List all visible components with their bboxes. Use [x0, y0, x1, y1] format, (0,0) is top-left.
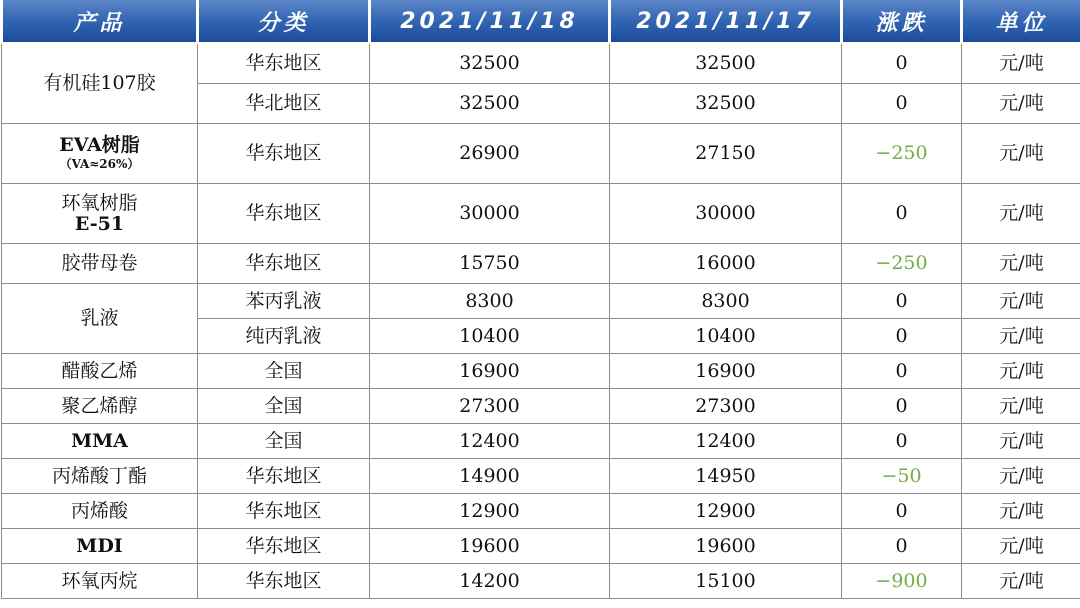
- region-cell: 全国: [198, 354, 370, 389]
- product-cell: MMA: [2, 424, 198, 459]
- table-row: [2, 529, 1080, 564]
- region-cell: 华东地区: [198, 244, 370, 284]
- unit-cell: 元/吨: [962, 564, 1080, 599]
- product-cell: [2, 184, 198, 244]
- change-cell: −50: [842, 459, 962, 494]
- price-today-cell: 14900: [370, 459, 610, 494]
- table-row: [2, 284, 1080, 319]
- product-cell: 丙烯酸丁酯: [2, 459, 198, 494]
- price-prev-cell: 12900: [610, 494, 842, 529]
- price-prev-cell: 27150: [610, 124, 842, 184]
- region-cell: 华东地区: [198, 43, 370, 84]
- unit-cell: 元/吨: [962, 494, 1080, 529]
- product-cell: 聚乙烯醇: [2, 389, 198, 424]
- change-cell: 0: [842, 184, 962, 244]
- product-cell: 丙烯酸: [2, 494, 198, 529]
- region-cell: 全国: [198, 389, 370, 424]
- region-cell: 华东地区: [198, 124, 370, 184]
- price-prev-cell: 19600: [610, 529, 842, 564]
- region-cell: 华北地区: [198, 84, 370, 124]
- region-cell: 华东地区: [198, 459, 370, 494]
- change-cell: −250: [842, 244, 962, 284]
- price-today-cell: 19600: [370, 529, 610, 564]
- unit-cell: 元/吨: [962, 389, 1080, 424]
- unit-cell: 元/吨: [962, 459, 1080, 494]
- region-cell: 全国: [198, 424, 370, 459]
- unit-cell: 元/吨: [962, 244, 1080, 284]
- price-today-cell: 26900: [370, 124, 610, 184]
- table-row: [2, 424, 1080, 459]
- product-grade: E-51: [74, 212, 125, 235]
- price-today-cell: 30000: [370, 184, 610, 244]
- region-cell: 华东地区: [198, 529, 370, 564]
- unit-cell: 元/吨: [962, 529, 1080, 564]
- change-cell: 0: [842, 424, 962, 459]
- unit-cell: 元/吨: [962, 124, 1080, 184]
- price-prev-cell: 32500: [610, 43, 842, 84]
- table-row: [2, 244, 1080, 284]
- price-prev-cell: 30000: [610, 184, 842, 244]
- region-cell: 华东地区: [198, 494, 370, 529]
- unit-cell: 元/吨: [962, 284, 1080, 319]
- product-cell: 醋酸乙烯: [2, 354, 198, 389]
- region-cell: 纯丙乳液: [198, 319, 370, 354]
- product-cell: MDI: [2, 529, 198, 564]
- change-cell: −250: [842, 124, 962, 184]
- price-prev-cell: 16000: [610, 244, 842, 284]
- region-cell: 华东地区: [198, 564, 370, 599]
- product-cell: 胶带母卷: [2, 244, 198, 284]
- change-cell: 0: [842, 284, 962, 319]
- table-row: [2, 184, 1080, 244]
- price-today-cell: 32500: [370, 84, 610, 124]
- header-change: 涨跌: [842, 0, 962, 43]
- change-cell: 0: [842, 529, 962, 564]
- region-cell: 华东地区: [198, 184, 370, 244]
- price-prev-cell: 16900: [610, 354, 842, 389]
- change-cell: 0: [842, 354, 962, 389]
- price-prev-cell: 32500: [610, 84, 842, 124]
- change-cell: 0: [842, 319, 962, 354]
- price-today-cell: 8300: [370, 284, 610, 319]
- price-prev-cell: 27300: [610, 389, 842, 424]
- product-name: EVA树脂: [59, 134, 140, 157]
- price-today-cell: 14200: [370, 564, 610, 599]
- price-prev-cell: 8300: [610, 284, 842, 319]
- price-today-cell: 15750: [370, 244, 610, 284]
- change-cell: 0: [842, 494, 962, 529]
- product-cell: 乳液: [2, 284, 198, 354]
- unit-cell: 元/吨: [962, 319, 1080, 354]
- price-today-cell: 10400: [370, 319, 610, 354]
- header-date-2: 2021/11/17: [610, 0, 842, 43]
- price-today-cell: 32500: [370, 43, 610, 84]
- product-cell: 有机硅107胶: [2, 43, 198, 124]
- table-row: [2, 564, 1080, 599]
- unit-cell: 元/吨: [962, 43, 1080, 84]
- change-cell: 0: [842, 84, 962, 124]
- price-today-cell: 12400: [370, 424, 610, 459]
- product-cell: [2, 124, 198, 184]
- header-row: [2, 0, 1080, 43]
- price-prev-cell: 10400: [610, 319, 842, 354]
- unit-cell: 元/吨: [962, 354, 1080, 389]
- unit-cell: 元/吨: [962, 84, 1080, 124]
- header-category: 分类: [198, 0, 370, 43]
- table-row: [2, 354, 1080, 389]
- price-prev-cell: 14950: [610, 459, 842, 494]
- product-subtitle: （VA≈26%）: [59, 157, 140, 172]
- price-prev-cell: 12400: [610, 424, 842, 459]
- price-prev-cell: 15100: [610, 564, 842, 599]
- product-cell: 环氧丙烷: [2, 564, 198, 599]
- table-row: [2, 389, 1080, 424]
- table-row: [2, 494, 1080, 529]
- header-date-1: 2021/11/18: [370, 0, 610, 43]
- product-name: 环氧树脂: [61, 191, 138, 214]
- change-cell: 0: [842, 389, 962, 424]
- table-row: [2, 43, 1080, 84]
- price-today-cell: 12900: [370, 494, 610, 529]
- header-unit: 单位: [962, 0, 1080, 43]
- change-cell: 0: [842, 43, 962, 84]
- change-cell: −900: [842, 564, 962, 599]
- region-cell: 苯丙乳液: [198, 284, 370, 319]
- table-row: [2, 459, 1080, 494]
- price-today-cell: 27300: [370, 389, 610, 424]
- price-today-cell: 16900: [370, 354, 610, 389]
- unit-cell: 元/吨: [962, 184, 1080, 244]
- table-row: [2, 124, 1080, 184]
- unit-cell: 元/吨: [962, 424, 1080, 459]
- header-product: 产品: [2, 0, 198, 43]
